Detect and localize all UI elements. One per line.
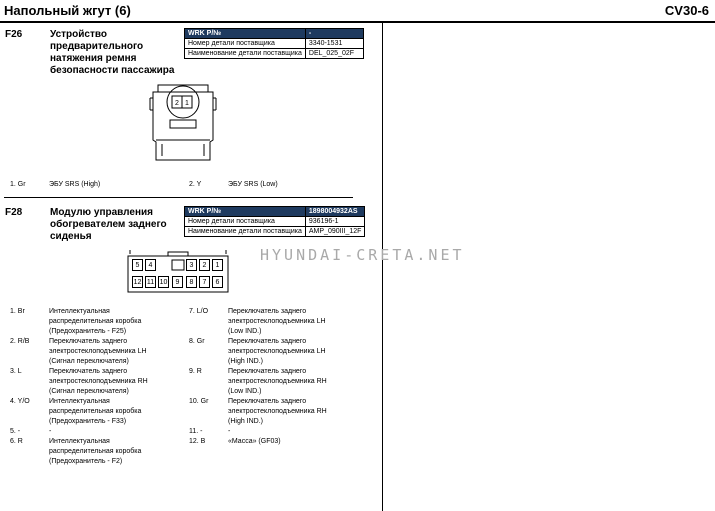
f28-desc-line: Модулю управления xyxy=(50,207,153,218)
section-divider xyxy=(4,197,353,198)
pin-line: (Предохранитель - F33) xyxy=(49,418,127,425)
pin-line: электростеклоподъемника LH xyxy=(49,348,147,355)
f28-pin-cell: 8 xyxy=(186,276,197,288)
pin-num: 5. - xyxy=(10,428,21,435)
f28-pin-cell: 1 xyxy=(212,259,223,271)
pin-text xyxy=(228,367,327,397)
pin-line: Переключатель заднего xyxy=(228,338,307,345)
pin-num: 9. R xyxy=(189,368,202,375)
pin-line: «Масса» (GF03) xyxy=(228,438,281,445)
pin-text xyxy=(228,397,327,427)
table-value: DEL_025_02F xyxy=(305,49,363,59)
pin-num: 11. - xyxy=(189,428,203,435)
pin-line: распределительная коробка xyxy=(49,408,142,415)
f26-desc-line: Устройство xyxy=(50,29,107,40)
pin-line: электростеклоподъемника RH xyxy=(228,378,327,385)
pin-text xyxy=(228,307,326,337)
f28-desc-line: обогревателем заднего xyxy=(50,219,167,230)
f28-pin-cell: 5 xyxy=(132,259,143,271)
pin-num: 2. R/B xyxy=(10,338,30,345)
f26-code: F26 xyxy=(5,29,23,40)
f26-pin-label: 1 xyxy=(185,100,189,107)
pin-num: 6. R xyxy=(10,438,23,445)
f28-part-table xyxy=(184,206,365,237)
f26-part-table xyxy=(184,28,364,59)
pin-line: (Сигнал переключателя) xyxy=(49,388,129,395)
f26-desc-line: натяжения ремня xyxy=(50,53,137,64)
pin-num: 10. Gr xyxy=(189,398,209,405)
pin-line: распределительная коробка xyxy=(49,318,142,325)
pin-text xyxy=(49,307,141,337)
pin-line: электростеклоподъемника LH xyxy=(228,348,326,355)
f28-pin-cell: 11 xyxy=(145,276,156,288)
f28-pin-cell: 6 xyxy=(212,276,223,288)
pin-line: электростеклоподъемника RH xyxy=(49,378,148,385)
table-value: 936196-1 xyxy=(305,217,365,227)
pin-num: 12. B xyxy=(189,438,206,445)
pin-text xyxy=(228,337,326,367)
table-label: Наименование детали поставщика xyxy=(185,227,306,237)
f26-pin-num: 2. Y xyxy=(189,181,202,188)
pin-line: (Low IND.) xyxy=(228,388,262,395)
pin-line: Переключатель заднего xyxy=(228,308,307,315)
f26-desc-line: предварительного xyxy=(50,41,144,52)
watermark: HYUNDAI-CRETA.NET xyxy=(260,246,465,264)
f28-connector-diagram xyxy=(126,250,230,294)
header-rule xyxy=(0,21,715,23)
f28-desc-line: сиденья xyxy=(50,231,92,242)
pin-line: - xyxy=(49,428,52,435)
pin-line: (Предохранитель - F2) xyxy=(49,458,123,465)
pin-line: электростеклоподъемника LH xyxy=(228,318,326,325)
pin-num: 3. L xyxy=(10,368,22,375)
pin-text xyxy=(228,437,281,447)
f28-pin-cell: 3 xyxy=(186,259,197,271)
pin-line: электростеклоподъемника RH xyxy=(228,408,327,415)
f26-desc-line: безопасности пассажира xyxy=(50,65,175,76)
table-label: WRK P/№ xyxy=(185,29,306,39)
pin-line: Переключатель заднего xyxy=(228,368,307,375)
table-label: Номер детали поставщика xyxy=(185,217,306,227)
f28-description xyxy=(50,207,167,243)
f28-pin-cell: 7 xyxy=(199,276,210,288)
table-value: AMP_090III_12F xyxy=(305,227,365,237)
pin-text xyxy=(228,427,230,437)
f28-code: F28 xyxy=(5,207,23,218)
f26-pin-text: ЭБУ SRS (High) xyxy=(49,181,101,188)
table-value: 3340-1531 xyxy=(305,39,363,49)
table-label: WRK P/№ xyxy=(185,207,306,217)
pin-text xyxy=(49,367,148,397)
pin-line: Переключатель заднего xyxy=(228,398,307,405)
f28-pin-cell: 10 xyxy=(158,276,169,288)
pin-line: распределительная коробка xyxy=(49,448,142,455)
table-value: 1898004932AS xyxy=(305,207,365,217)
pin-line: - xyxy=(228,428,231,435)
pin-text xyxy=(49,397,141,427)
table-label: Наименование детали поставщика xyxy=(185,49,306,59)
pin-text xyxy=(49,437,141,467)
pin-text xyxy=(49,427,51,437)
pin-line: (High IND.) xyxy=(228,358,264,365)
pin-line: (Предохранитель - F25) xyxy=(49,328,127,335)
f26-description xyxy=(50,29,174,77)
pin-line: Переключатель заднего xyxy=(49,338,128,345)
page-code: CV30-6 xyxy=(664,3,709,18)
f28-pin-cell: 4 xyxy=(145,259,156,271)
f28-pin-cell: 9 xyxy=(172,276,183,288)
f26-pin-text: ЭБУ SRS (Low) xyxy=(228,181,278,188)
pin-line: (Сигнал переключателя) xyxy=(49,358,129,365)
f26-pin-label: 2 xyxy=(175,100,179,107)
pin-text xyxy=(49,337,147,367)
pin-num: 7. L/O xyxy=(189,308,209,315)
pin-num: 4. Y/O xyxy=(10,398,30,405)
pin-num: 1. Br xyxy=(10,308,25,315)
page-title: Напольный жгут (6) xyxy=(4,3,131,18)
pin-line: Переключатель заднего xyxy=(49,368,128,375)
f28-pin-cell: 12 xyxy=(132,276,143,288)
pin-line: (Low IND.) xyxy=(228,328,262,335)
f26-connector-diagram xyxy=(148,80,218,170)
column-divider xyxy=(382,23,383,511)
pin-line: Интеллектуальная xyxy=(49,308,110,315)
f28-pin-cell: 2 xyxy=(199,259,210,271)
pin-line: Интеллектуальная xyxy=(49,438,110,445)
pin-num: 8. Gr xyxy=(189,338,205,345)
table-label: Номер детали поставщика xyxy=(185,39,306,49)
f26-pin-num: 1. Gr xyxy=(10,181,26,188)
table-value: - xyxy=(305,29,363,39)
pin-line: Интеллектуальная xyxy=(49,398,110,405)
pin-line: (High IND.) xyxy=(228,418,264,425)
